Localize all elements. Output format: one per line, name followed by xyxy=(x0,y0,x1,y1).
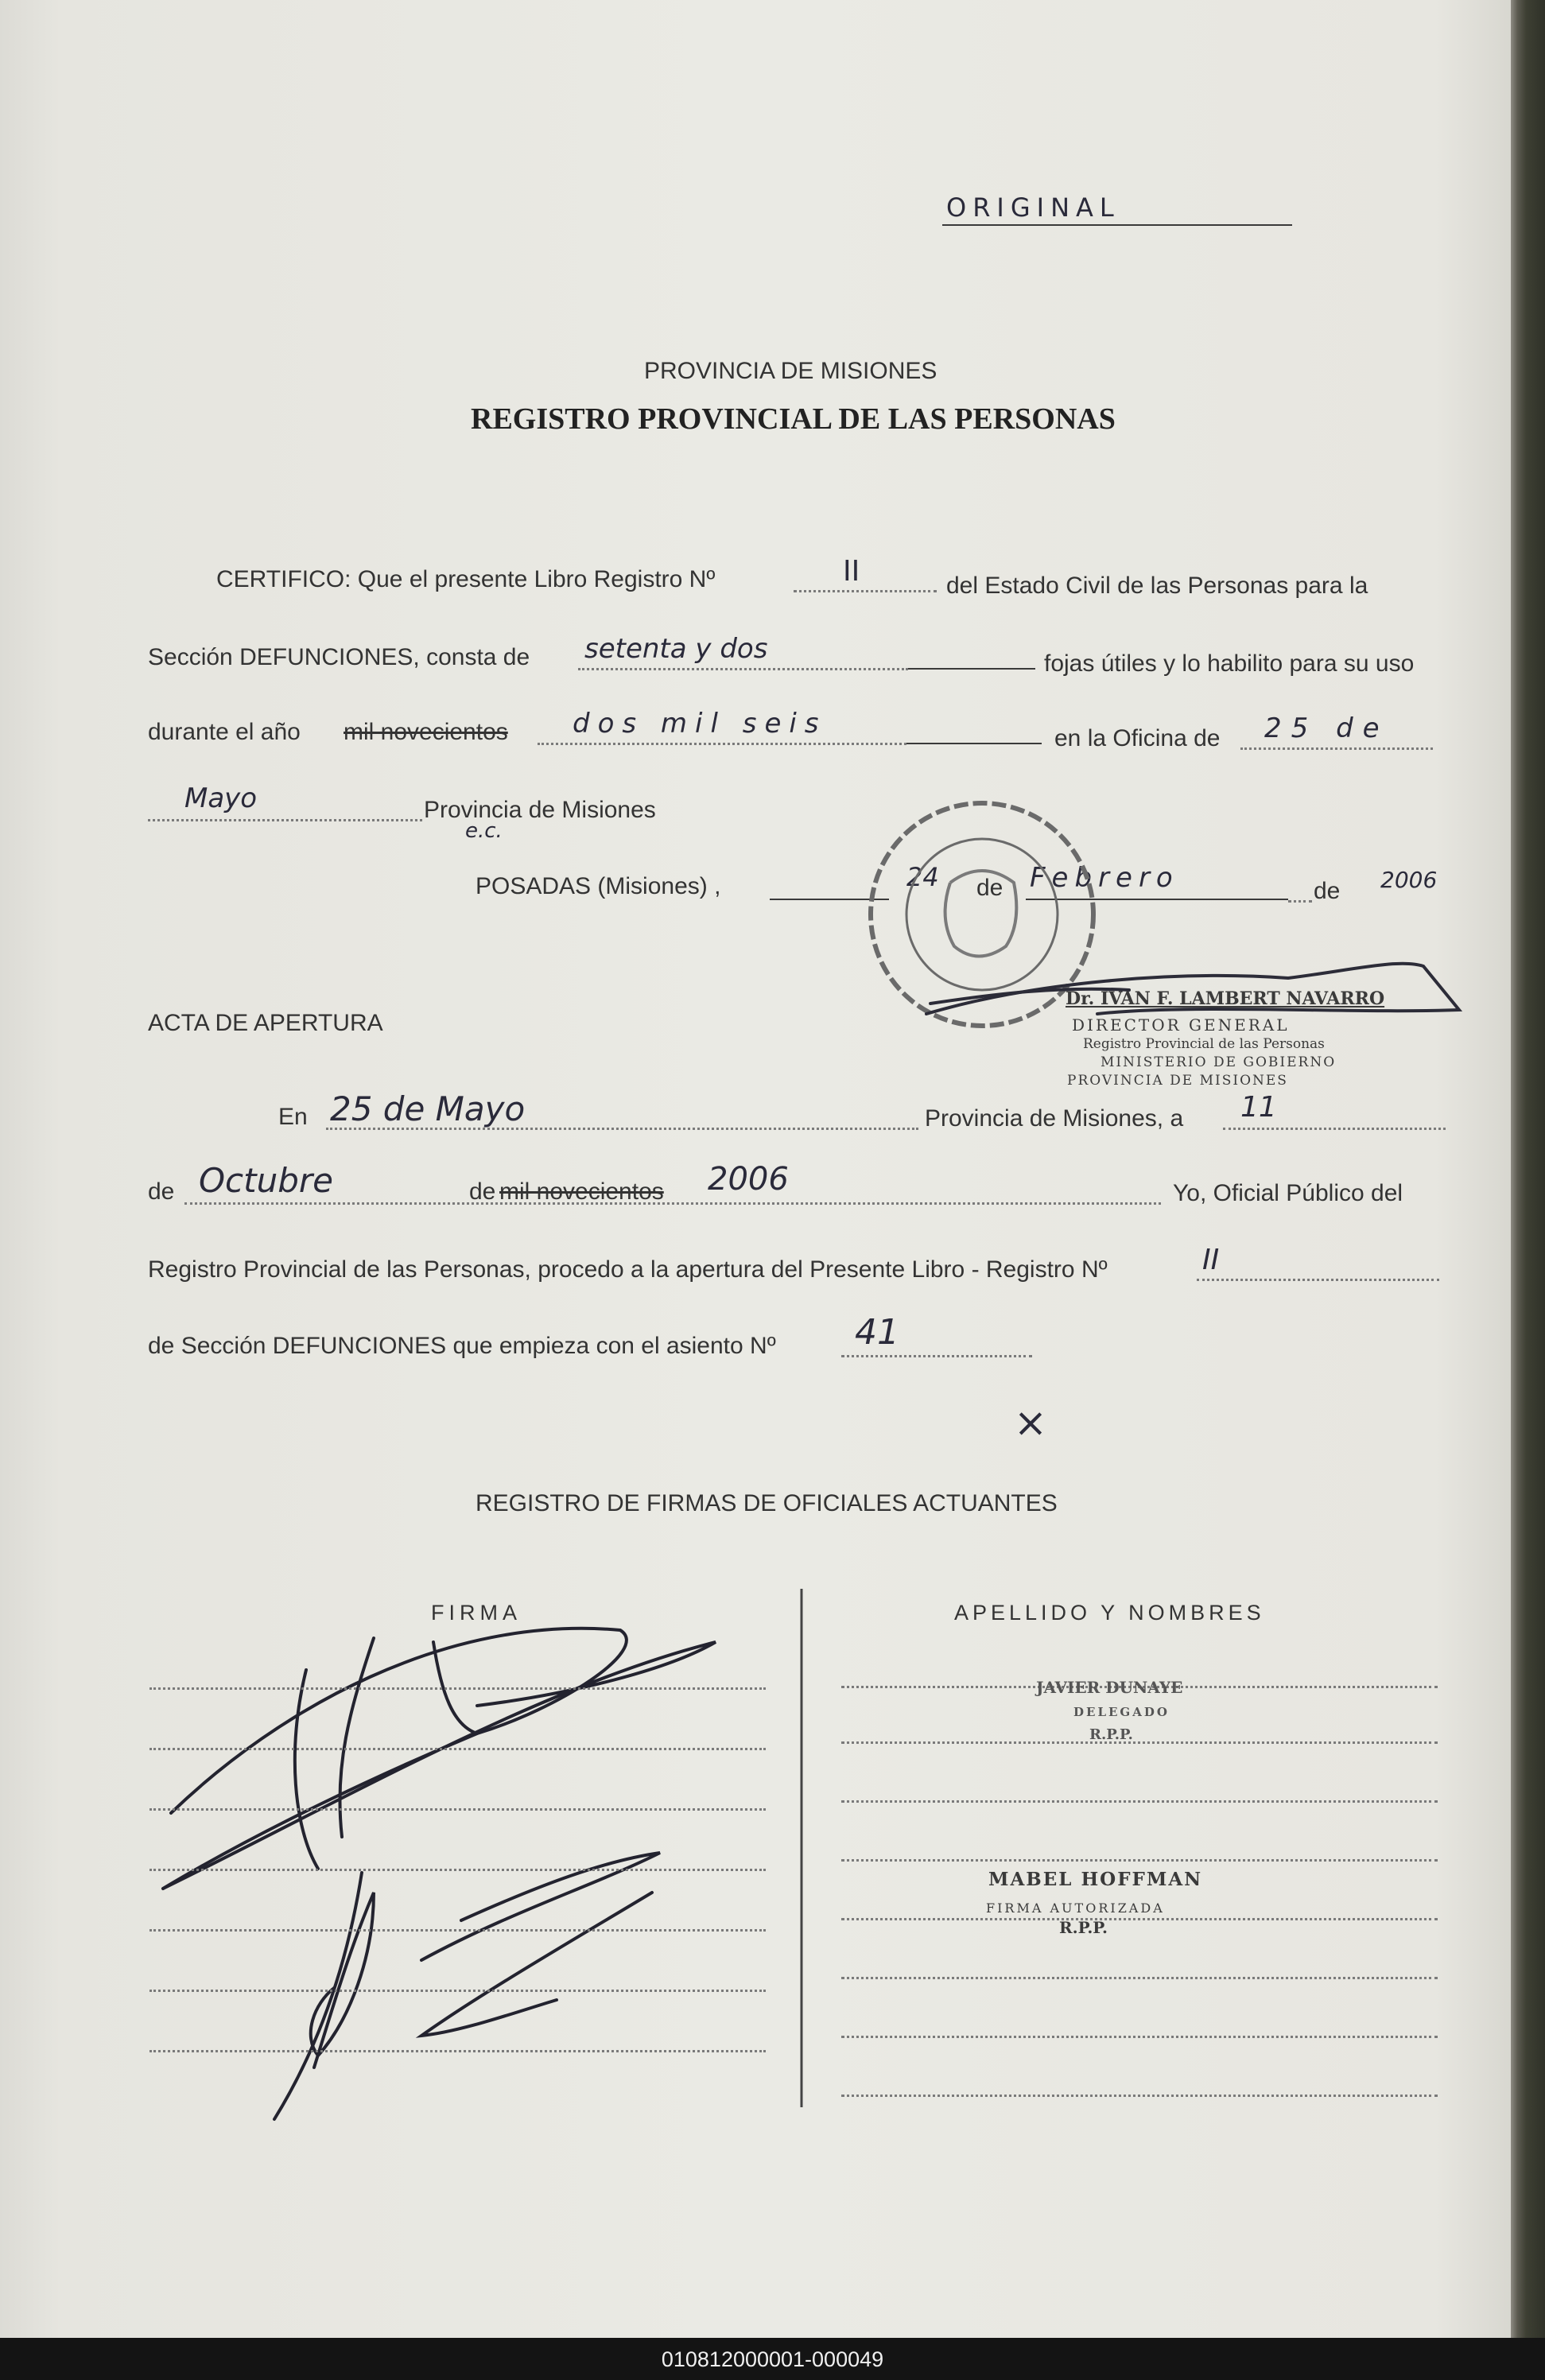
acta-l3-hw: II xyxy=(1202,1244,1220,1276)
registry-title: REGISTRO PROVINCIAL DE LAS PERSONAS xyxy=(471,402,1116,436)
certifico-l4-hw2: e.c. xyxy=(465,819,503,843)
acta-l1-b: Provincia de Misiones, a xyxy=(925,1105,1184,1132)
certifico-l4-hw: Mayo xyxy=(184,782,258,814)
nombre-row xyxy=(841,1741,1438,1744)
certifico-l1-b: del Estado Civil de las Personas para la xyxy=(946,573,1368,599)
round-seal xyxy=(871,803,1093,1026)
province-heading: PROVINCIA DE MISIONES xyxy=(644,358,937,384)
stamp-director-role: DIRECTOR GENERAL xyxy=(1072,1015,1290,1035)
stamp-director-org: Registro Provincial de las Personas xyxy=(1083,1036,1325,1052)
stamp2-org: R.P.P. xyxy=(1059,1918,1108,1937)
archive-code: 010812000001-000049 xyxy=(661,2347,884,2371)
firmas-col-firma: FIRMA xyxy=(431,1601,522,1625)
acta-l4-dots xyxy=(841,1355,1032,1357)
acta-l2-b: Yo, Oficial Público del xyxy=(1173,1180,1403,1206)
certifico-l5-day: 24 xyxy=(906,862,939,892)
acta-l1-a: En xyxy=(278,1104,308,1130)
stamp-director-name: Dr. IVAN F. LAMBERT NAVARRO xyxy=(1066,988,1385,1009)
nombre-row xyxy=(841,2095,1438,2097)
acta-l4-hw: 41 xyxy=(855,1312,899,1353)
certifico-l5-month: Febrero xyxy=(1030,862,1179,894)
firma-row xyxy=(149,1687,766,1690)
officer-signature-2 xyxy=(274,1853,660,2119)
certifico-l5-de1: de xyxy=(976,875,1003,901)
certifico-l3-struck: mil novecientos xyxy=(344,719,508,745)
firmas-col-apellido: APELLIDO Y NOMBRES xyxy=(954,1601,1265,1625)
nombre-row xyxy=(841,1800,1438,1803)
acta-x-mark: × xyxy=(1014,1400,1047,1446)
acta-l2-a: de xyxy=(148,1178,175,1205)
certifico-l5-year: 2006 xyxy=(1380,867,1438,893)
acta-l2-hw2: 2006 xyxy=(708,1161,789,1198)
firma-row xyxy=(149,1869,766,1871)
acta-l2-dots xyxy=(184,1202,1161,1205)
certifico-l3-b: en la Oficina de xyxy=(1054,725,1221,751)
acta-l2-struck: mil novecientos xyxy=(499,1178,664,1205)
acta-heading: ACTA DE APERTURA xyxy=(148,1010,383,1036)
certifico-l2-hw: setenta y dos xyxy=(584,633,768,665)
acta-l3-dots xyxy=(1197,1279,1439,1281)
certifico-l2-a: Sección DEFUNCIONES, consta de xyxy=(148,644,530,670)
acta-l1-dots2 xyxy=(1223,1128,1446,1130)
officer-signature-1 xyxy=(163,1629,716,1889)
firmas-heading: REGISTRO DE FIRMAS DE OFICIALES ACTUANTES xyxy=(476,1490,1058,1516)
certifico-l2-b: fojas útiles y lo habilito para su uso xyxy=(1044,650,1415,677)
certifico-l3-hw2: 25 de xyxy=(1264,712,1389,744)
firma-row xyxy=(149,1748,766,1750)
certifico-l3-hw: dos mil seis xyxy=(573,708,827,740)
certifico-l1-hw: II xyxy=(843,555,860,588)
certifico-l4-b: Provincia de Misiones xyxy=(424,797,656,823)
acta-l1-hw: 25 de Mayo xyxy=(330,1089,526,1128)
stamp1-name: JAVIER DUNAYE xyxy=(1036,1678,1183,1697)
nombre-row xyxy=(841,1918,1438,1920)
nombre-row xyxy=(841,1859,1438,1862)
nombre-row xyxy=(841,2036,1438,2038)
acta-l4-a: de Sección DEFUNCIONES que empieza con el asiento Nº xyxy=(148,1333,776,1359)
nombre-row xyxy=(841,1977,1438,1979)
stamp-director-ministry: MINISTERIO DE GOBIERNO xyxy=(1101,1054,1337,1070)
acta-l2-hw: Octubre xyxy=(199,1161,334,1200)
firma-row xyxy=(149,1929,766,1932)
certifico-l5-de2: de xyxy=(1314,878,1341,904)
stamp2-name: MABEL HOFFMAN xyxy=(988,1869,1203,1890)
firma-row xyxy=(149,1808,766,1811)
acta-l2-de: de xyxy=(469,1178,496,1205)
firma-row xyxy=(149,1990,766,1992)
stamp-director-province: PROVINCIA DE MISIONES xyxy=(1067,1073,1288,1089)
certifico-l1-a: CERTIFICO: Que el presente Libro Registro Nº xyxy=(216,566,716,592)
certifico-l5-a: POSADAS (Misiones) , xyxy=(476,873,721,899)
original-mark: ORIGINAL xyxy=(946,192,1120,223)
stamp1-role: DELEGADO xyxy=(1073,1705,1170,1719)
certifico-l3-a: durante el año xyxy=(148,719,301,745)
acta-l1-hw2: 11 xyxy=(1240,1091,1277,1124)
acta-l3-a: Registro Provincial de las Personas, procedo a la apertura del Presente Libro - Registro Nº xyxy=(148,1256,1108,1283)
stamp2-role: FIRMA AUTORIZADA xyxy=(986,1901,1165,1916)
firma-row xyxy=(149,2050,766,2052)
stamp1-org: R.P.P. xyxy=(1089,1726,1133,1743)
